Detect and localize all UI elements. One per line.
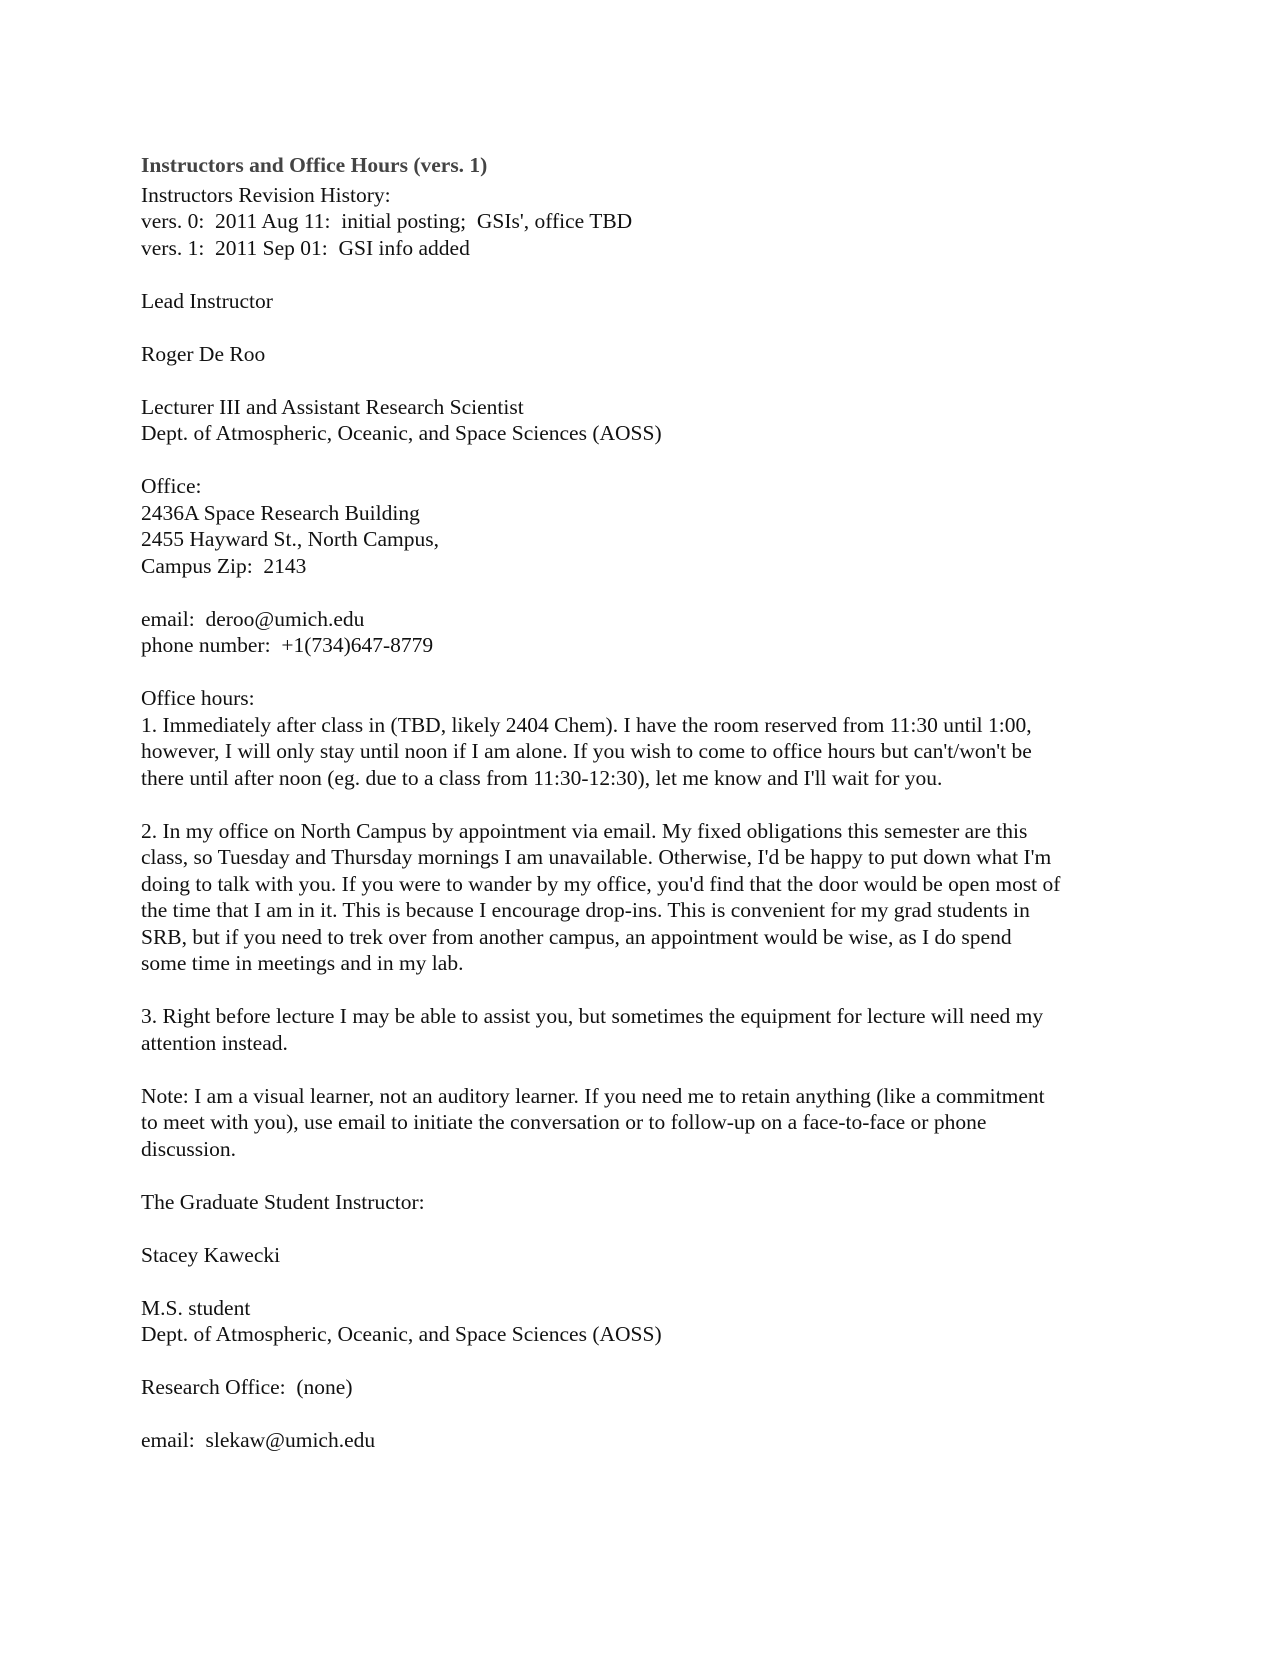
revision-entry: vers. 1: 2011 Sep 01: GSI info added [141, 235, 470, 260]
document-page [141, 152, 1061, 1454]
office-label: Office: [141, 474, 202, 498]
document-title: Instructors and Office Hours (vers. 1) [141, 153, 488, 177]
gsi-email: email: slekaw@umich.edu [141, 1428, 376, 1452]
revision-entry: vers. 0: 2011 Aug 11: initial posting; GSIs', office TBD [141, 209, 633, 233]
lead-instructor-department: Dept. of Atmospheric, Oceanic, and Space Sciences (AOSS) [141, 421, 662, 445]
lead-instructor-position: Lecturer III and Assistant Research Scientist [141, 394, 524, 419]
office-hours-item: 1. Immediately after class in (TBD, likely 2404 Chem). I have the room reserved from 11:30 until 1:00, however, I will only stay until noon if I am alone. If you wish to come to office hours but can't/won't be there until after noon (eg. due to a class from 11:30-12:30), let me know and I'll wait for you. [141, 712, 1032, 790]
lead-note: Note: I am a visual learner, not an auditory learner. If you need me to retain anything (like a commitment to meet with you), use email to initiate the conversation or to follow-up on a face-to-face or phone discussion. [141, 1083, 1045, 1161]
lead-email: email: deroo@umich.edu [141, 606, 365, 631]
lead-instructor-heading: Lead Instructor [141, 288, 273, 313]
office-hours-item: 2. In my office on North Campus by appointment via email. My fixed obligations this semester are this class, so Tuesday and Thursday mornings I am unavailable. Otherwise, I'd be happy to put down what I'm doing to talk with you. If you were to wander by my office, you'd find that the door would be open most of the time that I am in it. This is because I encourage drop-ins. This is convenient for my grad students in SRB, but if you need to trek over from another campus, an appointment would be wise, as I do spend some time in meetings and in my lab. [141, 818, 1061, 975]
office-hours-item: 3. Right before lecture I may be able to assist you, but sometimes the equipment for lecture will need my attention instead. [141, 1004, 1044, 1055]
office-address-line: 2455 Hayward St., North Campus, [141, 527, 439, 551]
office-address-line: Campus Zip: 2143 [141, 553, 307, 578]
revision-history-heading: Instructors Revision History: [141, 182, 391, 207]
gsi-office: Research Office: (none) [141, 1375, 353, 1399]
gsi-heading: The Graduate Student Instructor: [141, 1189, 425, 1214]
gsi-department: Dept. of Atmospheric, Oceanic, and Space Sciences (AOSS) [141, 1322, 662, 1346]
gsi-position: M.S. student [141, 1295, 251, 1320]
lead-phone: phone number: +1(734)647-8779 [141, 633, 434, 657]
office-hours-label: Office hours: [141, 686, 255, 710]
lead-instructor-name: Roger De Roo [141, 341, 266, 366]
office-address-line: 2436A Space Research Building [141, 500, 420, 525]
gsi-name: Stacey Kawecki [141, 1242, 281, 1267]
